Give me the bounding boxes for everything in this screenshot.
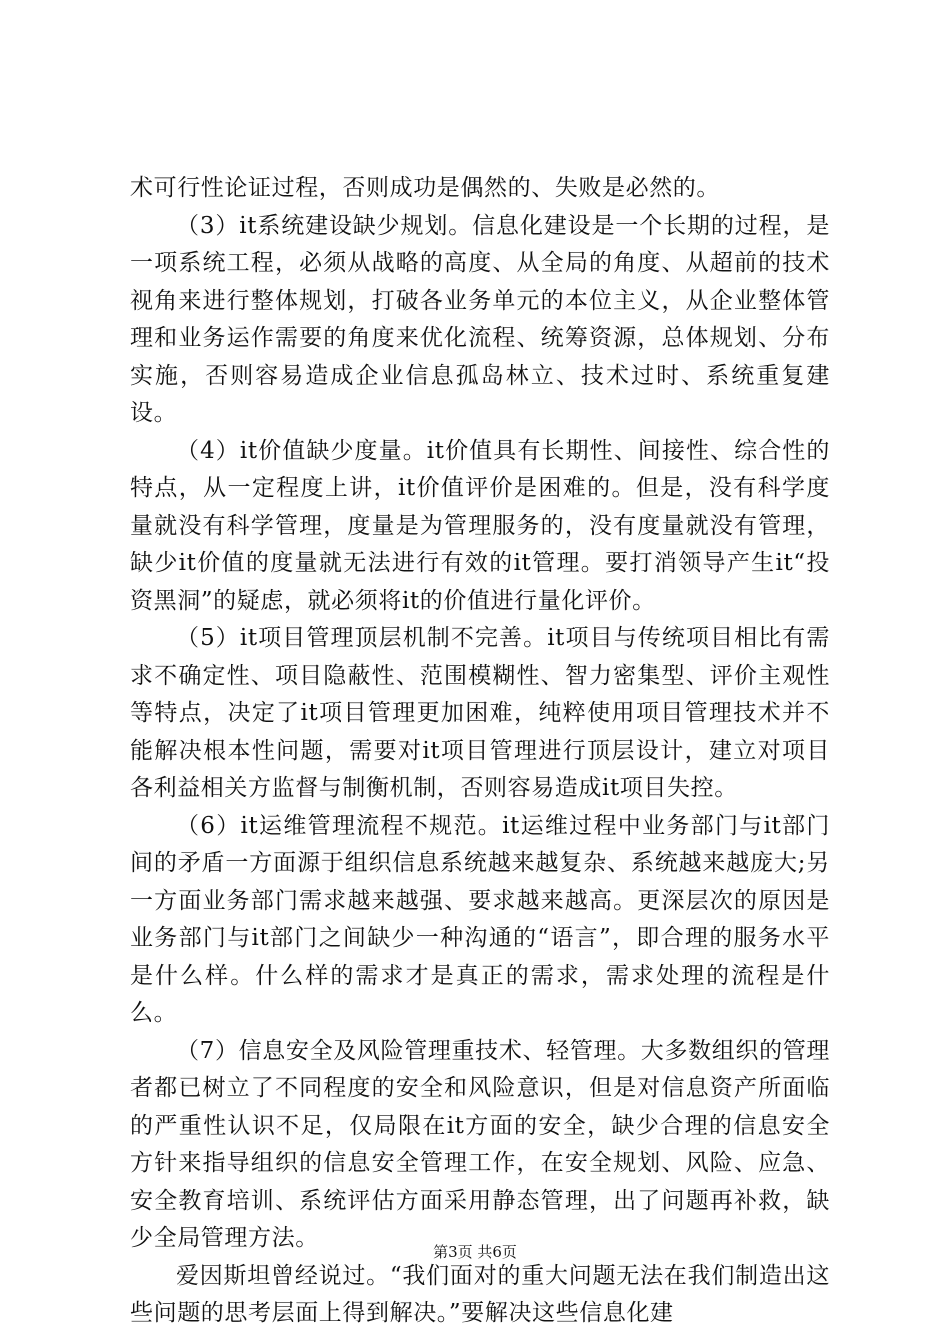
- paragraph-einstein-quote: 爱因斯坦曾经说过。“我们面对的重大问题无法在我们制造出这些问题的思考层面上得到解决。”要解决这些信息化建: [130, 1262, 830, 1326]
- paragraph-item-3: （3）it系统建设缺少规划。信息化建设是一个长期的过程，是一项系统工程，必须从战略的高度、从全局的角度、从超前的技术视角来进行整体规划，打破各业务单元的本位主义，从企业整体管理和业务运作需要的角度来优化流程、统筹资源，总体规划、分布实施，否则容易造成企业信息孤岛林立、技术过时、系统重复建设。: [130, 212, 830, 426]
- document-body: [130, 170, 830, 1333]
- paragraph-item-4: （4）it价值缺少度量。it价值具有长期性、间接性、综合性的特点，从一定程度上讲，it价值评价是困难的。但是，没有科学度量就没有科学管理，度量是为管理服务的，没有度量就没有管理，缺少it价值的度量就无法进行有效的it管理。要打消领导产生it“投资黑洞”的疑虑，就必须将it的价值进行量化评价。: [130, 437, 830, 614]
- page-number-label: 第3页 共6页: [433, 1243, 517, 1261]
- page-footer: [0, 1242, 950, 1262]
- paragraph-item-6: （6）it运维管理流程不规范。it运维过程中业务部门与it部门间的矛盾一方面源于组织信息系统越来越复杂、系统越来越庞大;另一方面业务部门需求越来越强、要求越来越高。更深层次的原因是业务部门与it部门之间缺少一种沟通的“语言”，即合理的服务水平是什么样。什么样的需求才是真正的需求，需求处理的流程是什么。: [130, 812, 830, 1026]
- paragraph-item-7: （7）信息安全及风险管理重技术、轻管理。大多数组织的管理者都已树立了不同程度的安全和风险意识，但是对信息资产所面临的严重性认识不足，仅局限在it方面的安全，缺少合理的信息安全方针来指导组织的信息安全管理工作，在安全规划、风险、应急、安全教育培训、系统评估方面采用静态管理，出了问题再补救，缺少全局管理方法。: [130, 1037, 830, 1251]
- paragraph-continuation: 术可行性论证过程，否则成功是偶然的、失败是必然的。: [130, 175, 720, 201]
- paragraph-item-5: （5）it项目管理顶层机制不完善。it项目与传统项目相比有需求不确定性、项目隐蔽性、范围模糊性、智力密集型、评价主观性等特点，决定了it项目管理更加困难，纯粹使用项目管理技术并不能解决根本性问题，需要对it项目管理进行顶层设计，建立对项目各利益相关方监督与制衡机制，否则容易造成it项目失控。: [130, 625, 830, 801]
